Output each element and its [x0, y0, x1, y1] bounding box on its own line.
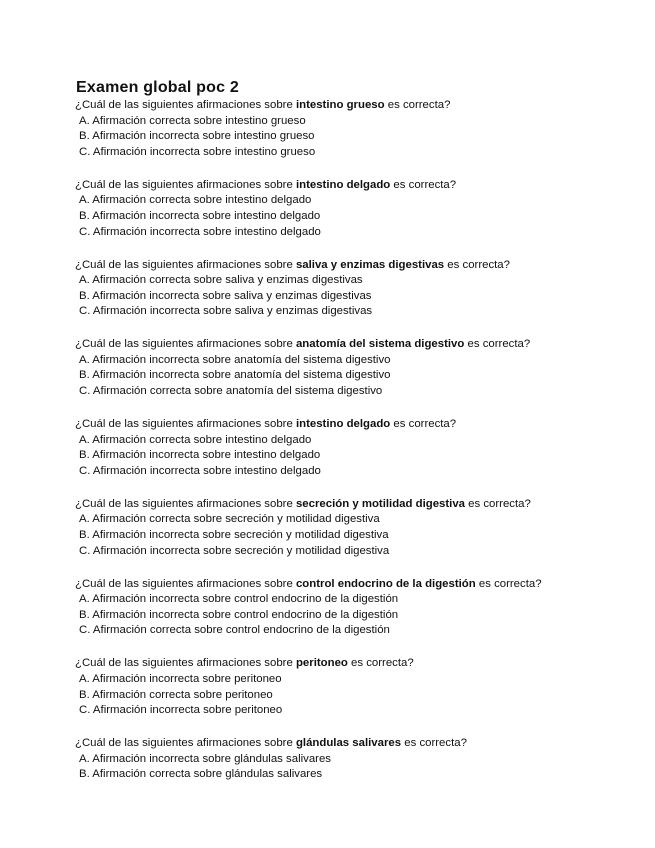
question-topic: intestino grueso	[295, 99, 385, 111]
question-topic: saliva y enzimas digestivas	[295, 258, 445, 271]
question-prefix: ¿Cuál de las siguientes afirmaciones sobre	[75, 99, 296, 111]
question-prefix: ¿Cuál de las siguientes afirmaciones sobre	[75, 418, 296, 431]
question-topic: secreción y motilidad digestiva	[295, 497, 465, 510]
option-a: A. Afirmación correcta sobre secreción y motilidad digestiva	[79, 513, 380, 526]
option-a: A. Afirmación correcta sobre intestino grueso	[79, 114, 306, 127]
option-a: A. Afirmación correcta sobre intestino delgado	[79, 433, 312, 446]
option-b: B. Afirmación incorrecta sobre secreción y motilidad digestiva	[79, 529, 389, 542]
question-suffix: es correcta?	[464, 338, 531, 351]
question-suffix: es correcta?	[475, 577, 542, 590]
question-topic: anatomía del sistema digestivo	[295, 338, 465, 351]
question-text	[75, 577, 637, 593]
page-title: Examen global poc 2	[76, 79, 239, 96]
option-c: C. Afirmación correcta sobre control endocrino de la digestión	[79, 624, 390, 637]
option-a: A. Afirmación incorrecta sobre glándulas salivares	[79, 752, 331, 765]
question-prefix: ¿Cuál de las siguientes afirmaciones sobre	[75, 497, 296, 510]
question-suffix: es correcta?	[465, 497, 531, 510]
question-block	[77, 497, 637, 559]
option-a: A. Afirmación incorrecta sobre anatomía del sistema digestivo	[79, 353, 391, 366]
option-a: A. Afirmación correcta sobre saliva y enzimas digestivas	[79, 274, 363, 287]
question-text	[75, 736, 637, 752]
question-prefix: ¿Cuál de las siguientes afirmaciones sobre	[75, 178, 296, 191]
question-suffix: es correcta?	[390, 418, 457, 431]
question-block	[77, 656, 637, 718]
question-prefix: ¿Cuál de las siguientes afirmaciones sobre	[75, 338, 296, 351]
question-topic: glándulas salivares	[295, 737, 402, 750]
question-text	[75, 417, 637, 433]
question-text	[75, 337, 637, 353]
question-suffix: es correcta?	[444, 258, 510, 271]
question-suffix: es correcta?	[401, 737, 467, 750]
question-block	[77, 337, 637, 399]
question-block	[77, 736, 637, 783]
question-topic: intestino delgado	[295, 178, 391, 191]
option-b: B. Afirmación correcta sobre peritoneo	[79, 688, 273, 701]
option-b: B. Afirmación incorrecta sobre control endocrino de la digestión	[79, 608, 399, 621]
option-a: A. Afirmación incorrecta sobre peritoneo	[79, 672, 282, 685]
question-topic: peritoneo	[295, 657, 348, 670]
question-topic: control endocrino de la digestión	[295, 577, 476, 590]
question-suffix: es correcta?	[390, 178, 457, 191]
option-b: B. Afirmación incorrecta sobre anatomía del sistema digestivo	[79, 369, 391, 382]
question-topic: intestino delgado	[295, 418, 391, 431]
question-block	[77, 258, 637, 320]
question-suffix: es correcta?	[384, 99, 451, 111]
question-suffix: es correcta?	[347, 657, 414, 670]
option-b: B. Afirmación incorrecta sobre intestino delgado	[79, 449, 321, 462]
question-block	[77, 178, 637, 240]
option-c: C. Afirmación incorrecta sobre peritoneo	[79, 704, 283, 717]
option-b: B. Afirmación incorrecta sobre intestino delgado	[79, 209, 321, 222]
question-text	[75, 497, 637, 513]
option-c: C. Afirmación incorrecta sobre secreción y motilidad digestiva	[79, 544, 390, 557]
option-a: A. Afirmación incorrecta sobre control endocrino de la digestión	[79, 593, 399, 606]
question-prefix: ¿Cuál de las siguientes afirmaciones sobre	[75, 577, 296, 590]
question-text	[75, 258, 637, 274]
exam-document	[77, 78, 637, 800]
option-c: C. Afirmación correcta sobre anatomía del sistema digestivo	[79, 385, 383, 398]
option-c: C. Afirmación incorrecta sobre saliva y enzimas digestivas	[79, 305, 373, 318]
question-block	[77, 577, 637, 639]
option-c: C. Afirmación incorrecta sobre intestino grueso	[79, 145, 316, 158]
question-block	[77, 98, 637, 160]
option-c: C. Afirmación incorrecta sobre intestino delgado	[79, 464, 321, 477]
option-b: B. Afirmación incorrecta sobre intestino grueso	[79, 130, 315, 143]
question-block	[77, 417, 637, 479]
question-prefix: ¿Cuál de las siguientes afirmaciones sobre	[75, 737, 296, 750]
option-b: B. Afirmación correcta sobre glándulas salivares	[79, 768, 323, 781]
question-prefix: ¿Cuál de las siguientes afirmaciones sobre	[75, 657, 296, 670]
question-text	[75, 98, 637, 114]
option-a: A. Afirmación correcta sobre intestino delgado	[79, 194, 312, 207]
question-text	[75, 178, 637, 194]
option-b: B. Afirmación incorrecta sobre saliva y enzimas digestivas	[79, 289, 372, 302]
option-c: C. Afirmación incorrecta sobre intestino delgado	[79, 225, 321, 238]
question-prefix: ¿Cuál de las siguientes afirmaciones sobre	[75, 258, 296, 271]
question-text	[75, 656, 637, 672]
